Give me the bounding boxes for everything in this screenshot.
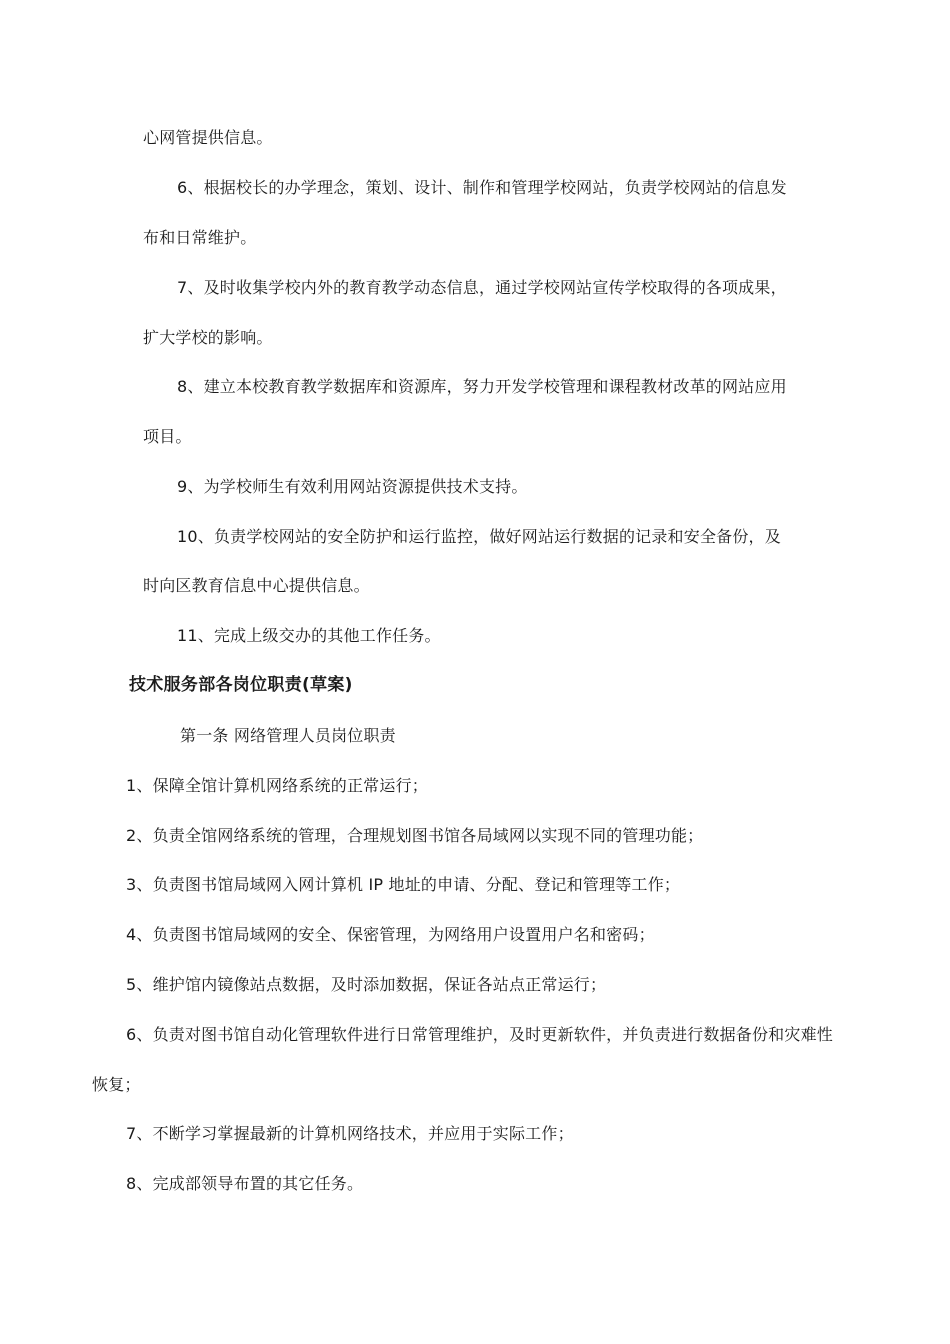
duty-item-4: 4、负责图书馆局域网的安全、保密管理，为网络用户设置用户名和密码； (126, 925, 655, 944)
paragraph-10-line-1: 10、负责学校网站的安全防护和运行监控，做好网站运行数据的记录和安全备份，及 (177, 527, 781, 546)
paragraph-6-line-2: 布和日常维护。 (143, 228, 257, 247)
paragraph-5-continuation: 心网管提供信息。 (143, 128, 273, 147)
duty-item-6-line-1: 6、负责对图书馆自动化管理软件进行日常管理维护，及时更新软件，并负责进行数据备份和灾难性 (126, 1025, 833, 1044)
section-title: 技术服务部各岗位职责(草案) (129, 675, 353, 695)
paragraph-6-line-1: 6、根据校长的办学理念，策划、设计、制作和管理学校网站，负责学校网站的信息发 (177, 178, 787, 197)
duty-item-2: 2、负责全馆网络系统的管理，合理规划图书馆各局域网以实现不同的管理功能； (126, 826, 704, 845)
paragraph-10-line-2: 时向区教育信息中心提供信息。 (143, 576, 370, 595)
paragraph-7-line-2: 扩大学校的影响。 (143, 328, 273, 347)
duty-item-7: 7、不断学习掌握最新的计算机网络技术，并应用于实际工作； (126, 1124, 574, 1143)
paragraph-8-line-2: 项目。 (143, 427, 192, 446)
duty-item-1: 1、保障全馆计算机网络系统的正常运行； (126, 776, 428, 795)
duty-item-5: 5、维护馆内镜像站点数据，及时添加数据，保证各站点正常运行； (126, 975, 607, 994)
paragraph-11: 11、完成上级交办的其他工作任务。 (177, 626, 441, 645)
article-heading: 第一条 网络管理人员岗位职责 (180, 726, 396, 745)
duty-item-3: 3、负责图书馆局域网入网计算机 IP 地址的申请、分配、登记和管理等工作； (126, 875, 681, 894)
duty-item-8: 8、完成部领导布置的其它任务。 (126, 1174, 364, 1193)
duty-item-6-line-2: 恢复； (92, 1075, 141, 1094)
paragraph-9: 9、为学校师生有效利用网站资源提供技术支持。 (177, 477, 528, 496)
paragraph-7-line-1: 7、及时收集学校内外的教育教学动态信息，通过学校网站宣传学校取得的各项成果， (177, 278, 787, 297)
paragraph-8-line-1: 8、建立本校教育教学数据库和资源库，努力开发学校管理和课程教材改革的网站应用 (177, 377, 787, 396)
